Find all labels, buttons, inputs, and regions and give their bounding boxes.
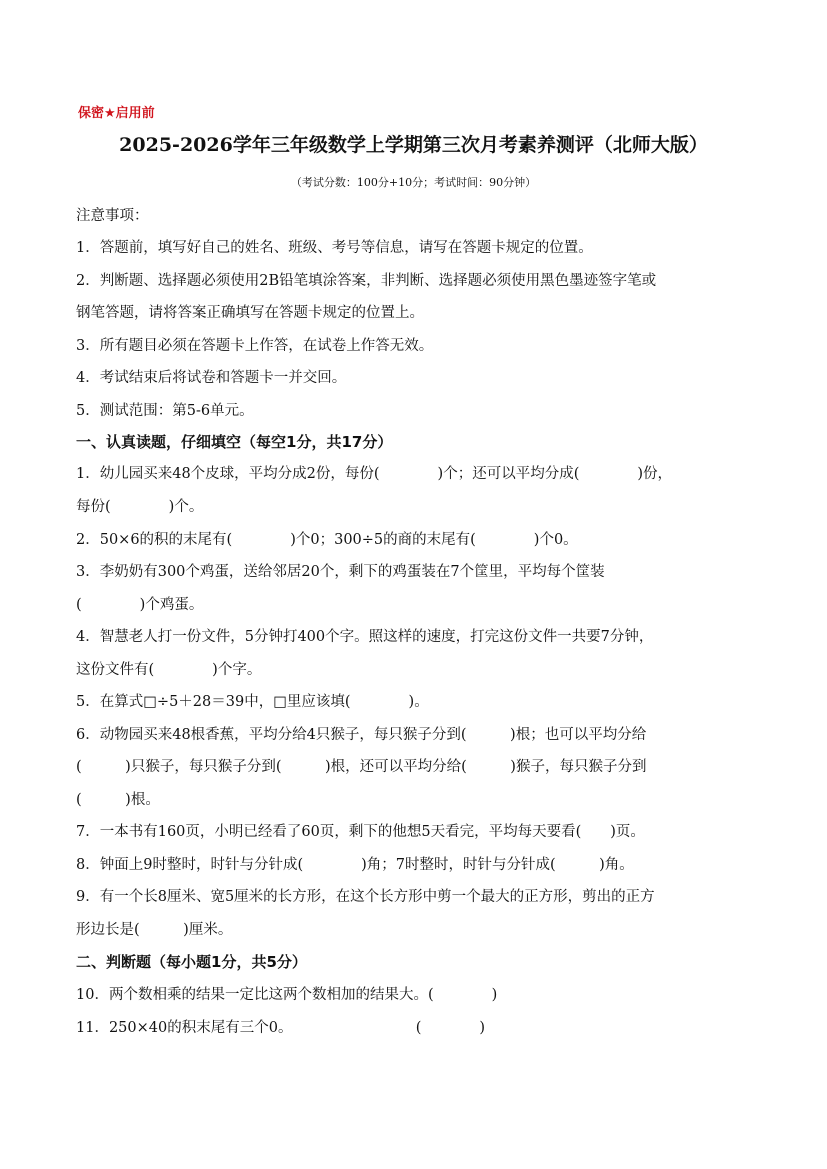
question-line: ( )只猴子，每只猴子分到( )根，还可以平均分给( )猴子，每只猴子分到 [76,759,647,775]
confidential-label: 保密★启用前 [78,106,155,121]
section1-heading: 一、认真读题，仔细填空（每空1分，共17分） [76,433,393,451]
note-item: 2．判断题、选择题必须使用2B铅笔填涂答案，非判断、选择题必须使用黑色墨迹签字笔或 [76,273,657,289]
question-line: 每份( )个。 [76,499,204,515]
question-line: 这份文件有( )个字。 [76,662,262,678]
question-line: 2．50×6的积的末尾有( )个0；300÷5的商的末尾有( )个0。 [76,532,578,548]
question-line: ( )根。 [76,792,160,808]
question-line: 9．有一个长8厘米、宽5厘米的长方形，在这个长方形中剪一个最大的正方形，剪出的正方 [76,889,655,905]
question-line: 1．幼儿园买来48个皮球，平均分成2份，每份( )个；还可以平均分成( )份， [76,466,673,482]
exam-subtitle: （考试分数：100分+10分；考试时间：90分钟） [290,176,537,189]
question-line: 8．钟面上9时整时，时针与分针成( )角；7时整时，时针与分针成( )角。 [76,857,634,873]
note-item: 1．答题前，填写好自己的姓名、班级、考号等信息，请写在答题卡规定的位置。 [76,240,593,256]
section2-heading: 二、判断题（每小题1分，共5分） [76,953,307,971]
note-item: 5．测试范围：第5-6单元。 [76,403,254,419]
question-line: 7．一本书有160页，小明已经看了60页，剩下的他想5天看完，平均每天要看( )页。 [76,824,645,840]
question-line: 5．在算式□÷5＋28＝39中，□里应该填( )。 [76,694,429,710]
question-line: 6．动物园买来48根香蕉，平均分给4只猴子，每只猴子分到( )根；也可以平均分给 [76,727,647,743]
question-line: 3．李奶奶有300个鸡蛋，送给邻居20个，剩下的鸡蛋装在7个筐里，平均每个筐装 [76,564,605,580]
question-line: 11．250×40的积末尾有三个0。 ( ) [76,1020,486,1036]
question-line: 10．两个数相乘的结果一定比这两个数相加的结果大。( ) [76,987,498,1003]
question-line: 4．智慧老人打一份文件，5分钟打400个字。照这样的速度，打完这份文件一共要7分钟， [76,629,654,645]
question-line: 形边长是( )厘米。 [76,922,233,938]
note-item: 4．考试结束后将试卷和答题卡一并交回。 [76,370,347,386]
note-item: 钢笔答题，请将答案正确填写在答题卡规定的位置上。 [76,305,424,321]
notes-label: 注意事项： [76,208,149,224]
exam-title: 2025-2026学年三年级数学上学期第三次月考素养测评（北师大版） [119,134,708,156]
note-item: 3．所有题目必须在答题卡上作答，在试卷上作答无效。 [76,338,434,354]
question-line: ( )个鸡蛋。 [76,597,204,613]
